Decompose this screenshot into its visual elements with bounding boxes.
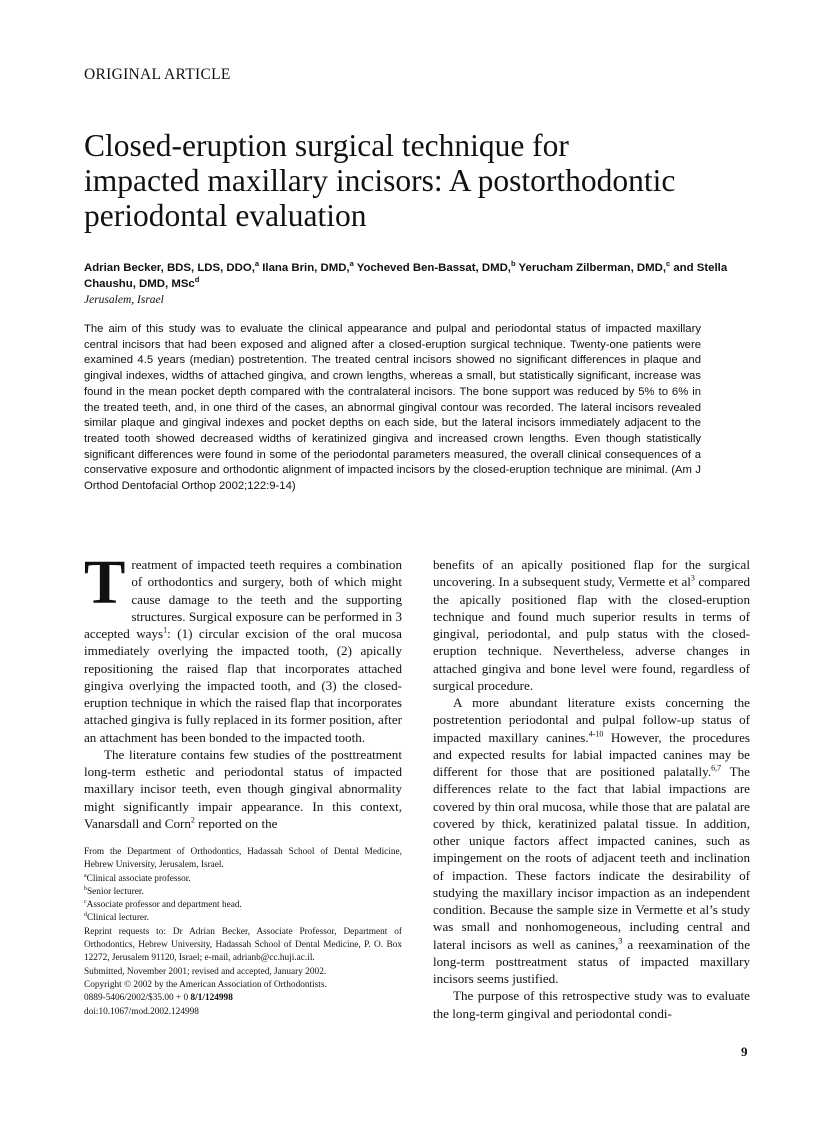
body-paragraph <box>433 987 750 1022</box>
footnote <box>84 1006 402 1019</box>
body-paragraph <box>84 746 402 832</box>
superscript-ref: 3 <box>690 573 695 583</box>
superscript-ref: 6,7 <box>711 763 722 773</box>
body-paragraph <box>433 694 750 987</box>
footnote <box>84 899 402 912</box>
text-run: However, the procedures and expected results for labial impacted canines may be different for those that are positioned palatally. <box>433 729 750 779</box>
abstract: The aim of this study was to evaluate the clinical appearance and pulpal and periodontal status of impacted maxillary central incisors that had been exposed and aligned after a closed-eruption surgical technique. Twenty-one patients were examined 4.5 years (median) postretention. The treated central incisors showed no significant differences in plaque and gingival indexes, widths of attached gingiva, and crown lengths, whereas a small, but statistically significant, increase was found in the mean pocket depth compared with the contralateral incisors. The bone support was reduced by 5% to 6% in the treated teeth, and, in one third of the cases, an abnormal gingival contour was recorded. The lateral incisors revealed similar plaque and gingival indexes and pocket depths on each side, but the lateral incisors immediately adjacent to the treated tooth showed decreased widths of keratinized gingiva and increased crown lengths. Even though statistically significant differences were found in some of the periodontal parameters measured, the overall clinical consequences of a conservative exposure and orthodontic alignment of impacted incisors by the closed-eruption technique are minimal. (Am J Orthod Dentofacial Orthop 2002;122:9-14) <box>84 323 701 493</box>
section-label: ORIGINAL ARTICLE <box>84 66 231 83</box>
author-location: Jerusalem, Israel <box>84 294 164 306</box>
text-run: doi:10.1067/mod.2002.124998 <box>84 1006 199 1017</box>
superscript-ref: 3 <box>618 936 623 946</box>
text-run: Yerucham Zilberman, DMD, <box>515 262 667 274</box>
text-run: From the Department of Orthodontics, Hadassah School of Dental Medicine, Hebrew University, Jerusalem, Israel. <box>84 847 402 871</box>
superscript-ref: c <box>666 259 671 269</box>
page-number: 9 <box>741 1044 748 1059</box>
text-run: The differences relate to the fact that labial impactions are covered by thin oral mucosa, while those that are palatal are covered by thick, keratinized palatal tissue. In addition, other unique factors affect impacted canines, such as impingement on the roots of adjacent teeth and inclination of impaction. These factors indicate the desirability of studying the maxillary incisor impaction as an independent condition. Because the sample size in Vermette et al’s study was small and nonhomogeneous, including central and lateral incisors as well as canines, <box>433 764 750 952</box>
footnote <box>84 873 402 886</box>
text-run: compared the apically positioned flap with the closed-eruption technique and found much superior results in terms of gingival, periodontal, and pulp status with the closed-eruption technique. Nevertheless, adverse changes in attached gingiva and bone level were found, regardless of surgical procedure. <box>433 574 750 693</box>
body-column-left <box>84 549 402 1019</box>
text-run: Reprint requests to: Dr Adrian Becker, Associate Professor, Department of Orthodontics, Hebrew University, Hadassah School of Dental Medicine, P. O. Box 12272, Jerusalem 91120, Israel; e-mail, adrianb@cc.huji.ac.il. <box>84 926 402 964</box>
text-run: reatment of impacted teeth requires a combination of orthodontics and surgery, both of which might cause damage to the teeth and the supporting structures. Surgical exposure can be performed in 3 accepted ways <box>84 557 402 641</box>
article-title: Closed-eruption surgical technique for impacted maxillary incisors: A postorthodontic periodontal evaluation <box>84 128 676 233</box>
author-list <box>84 261 744 292</box>
superscript-ref: b <box>84 885 87 892</box>
text-run: The purpose of this retrospective study was to evaluate the long-term gingival and periodontal condi- <box>433 988 750 1021</box>
superscript-ref: 4-10 <box>588 729 604 739</box>
text-run: A more abundant literature exists concerning the postretention periodontal and pulpal follow-up status of impacted maxillary canines. <box>433 695 750 745</box>
text-run: Senior lecturer. <box>87 886 144 897</box>
superscript-ref: a <box>349 259 354 269</box>
superscript-ref: a <box>254 259 260 269</box>
byline <box>84 261 744 308</box>
text-run: benefits of an apically positioned flap for the surgical uncovering. In a subsequent study, Vermette et al <box>433 557 750 590</box>
text-run: : (1) circular excision of the oral mucosa immediately overlying the impacted tooth, (2) apically repositioning the raised flap that incorporates attached gingiva overlying the impacted tooth, and (3) the closed-eruption technique in which the raised flap that incorporates attached gingiva is fully replaced in its former position, after an attachment has been bonded to the impacted tooth. <box>84 626 402 745</box>
superscript-ref: 2 <box>190 815 195 825</box>
text-run: reported on the <box>194 815 278 831</box>
footnote <box>84 979 402 992</box>
text-run: Yocheved Ben-Bassat, DMD, <box>353 262 511 274</box>
body-paragraph <box>433 556 750 694</box>
text-run: a reexamination of the long-term posttreatment status of impacted maxillary incisors seems justified. <box>433 936 751 986</box>
superscript-ref: d <box>194 274 200 284</box>
superscript-ref: 1 <box>163 625 168 635</box>
text-run: Clinical associate professor. <box>86 873 191 884</box>
footnote <box>84 912 402 925</box>
text-run: 0889-5406/2002/$35.00 + 0 <box>84 993 191 1004</box>
text-run: Adrian Becker, BDS, LDS, DDO, <box>84 262 255 274</box>
drop-cap: T <box>84 549 126 617</box>
footnotes <box>84 846 402 1019</box>
superscript-ref: a <box>84 872 87 879</box>
footnote <box>84 966 402 979</box>
body-column-right <box>433 556 750 1022</box>
text-run: and Stella Chaushu, DMD, MSc <box>84 262 728 290</box>
text-run: The literature contains few studies of the posttreatment long-term esthetic and periodontal status of impacted maxillary incisor teeth, even though gingival abnormality might significantly impair appearance. In this context, Vanarsdall and Corn <box>84 746 402 831</box>
bold-text: 8/1/124998 <box>190 993 233 1004</box>
footnote <box>84 846 402 873</box>
text-run: Ilana Brin, DMD, <box>259 262 350 274</box>
superscript-ref: b <box>510 259 516 269</box>
superscript-ref: d <box>84 912 87 919</box>
text-run: Copyright © 2002 by the American Association of Orthodontists. <box>84 979 327 990</box>
superscript-ref: c <box>84 899 87 906</box>
footnote <box>84 992 402 1005</box>
footnote <box>84 926 402 966</box>
footnote <box>84 886 402 899</box>
body-paragraph <box>84 549 402 746</box>
text-run: Clinical lecturer. <box>87 913 149 924</box>
text-run: Associate professor and department head. <box>86 900 242 911</box>
text-run: Submitted, November 2001; revised and accepted, January 2002. <box>84 966 327 977</box>
